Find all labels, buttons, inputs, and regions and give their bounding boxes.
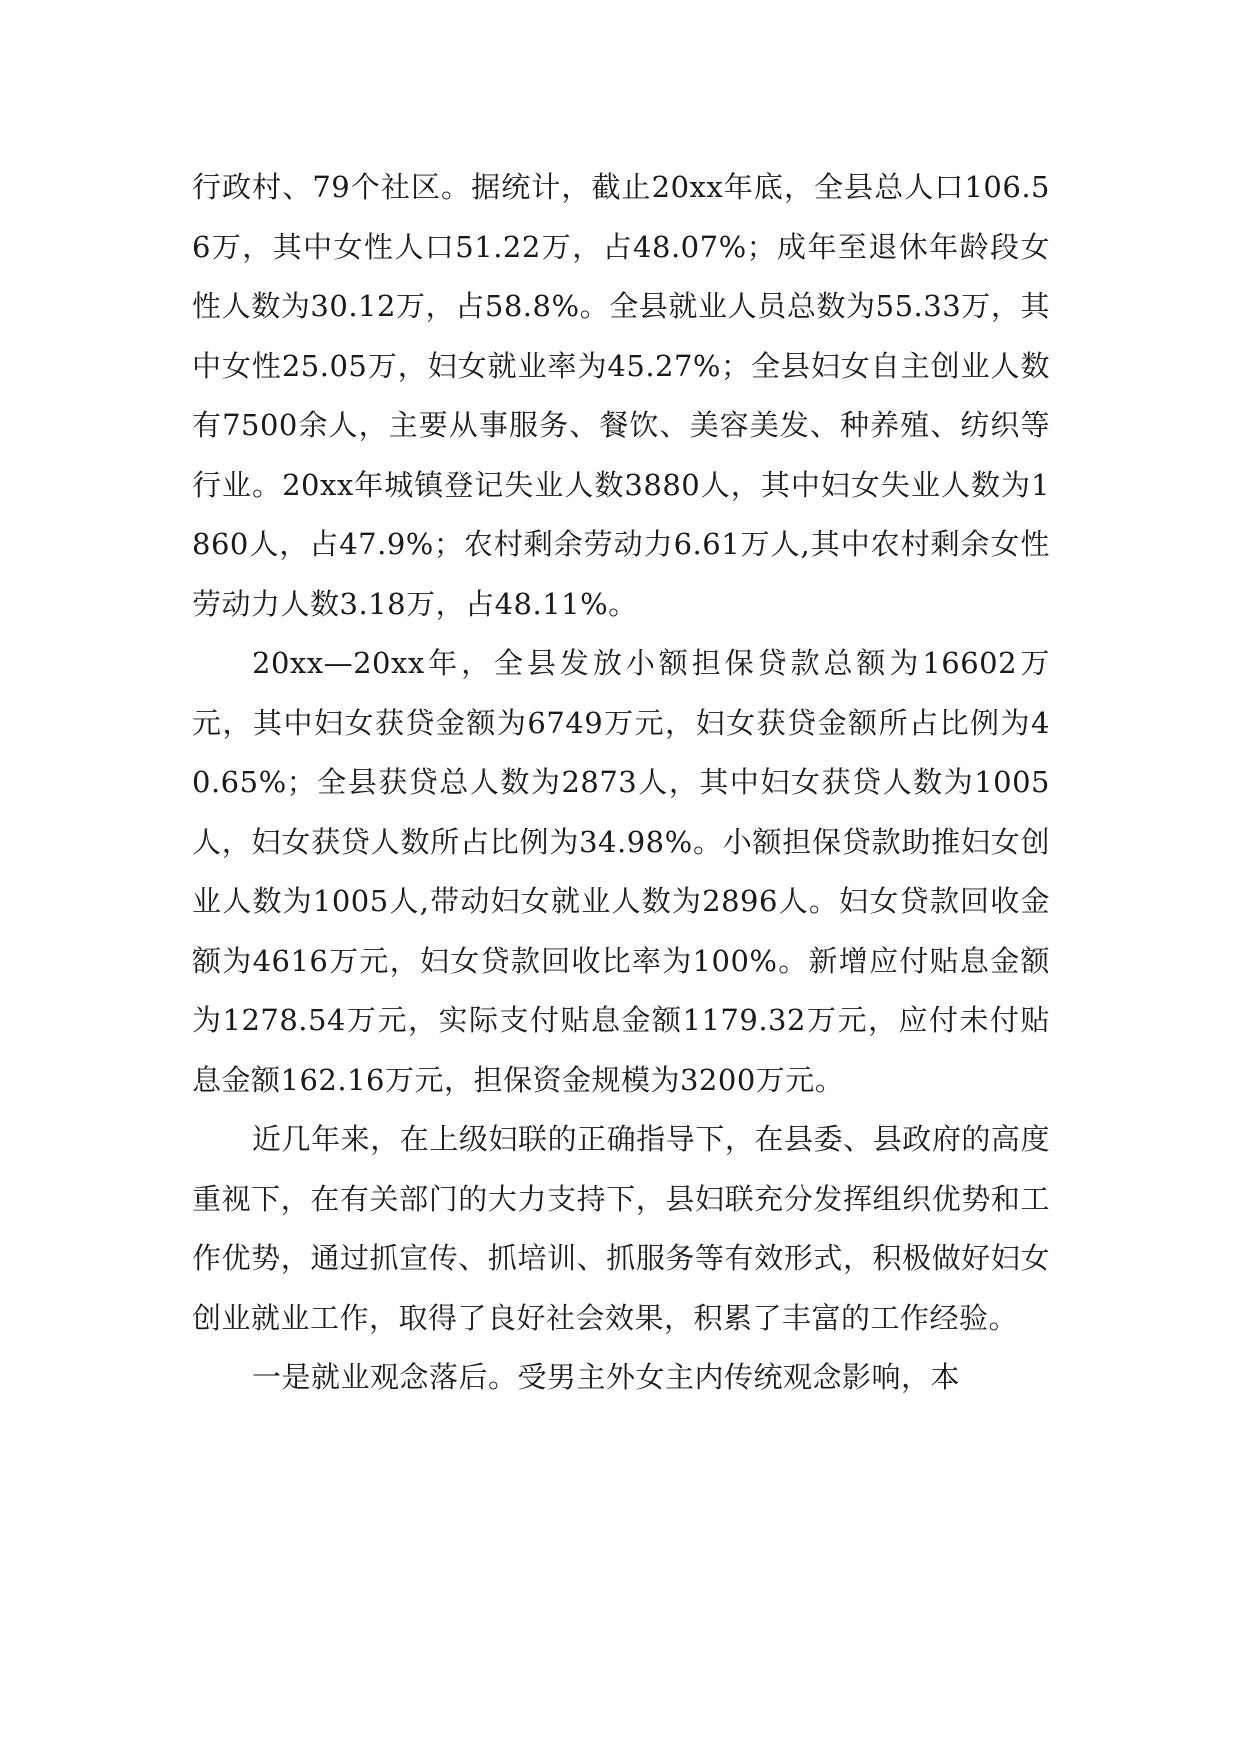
paragraph-work-achievements: 近几年来，在上级妇联的正确指导下，在县委、县政府的高度重视下，在有关部门的大力支持下，县妇联充分发挥组织优势和工作优势，通过抓宣传、抓培训、抓服务等有效形式，积极做好妇女创业就业工作，取得了良好社会效果，积累了丰富的工作经验。 — [192, 1122, 1050, 1335]
paragraph-guaranteed-loans: 20xx—20xx年，全县发放小额担保贷款总额为16602万元，其中妇女获贷金额为6749万元，妇女获贷金额所占比例为40.65%；全县获贷总人数为2873人，其中妇女获贷人数为1005人，妇女获贷人数所占比例为34.98%。小额担保贷款助推妇女创业人数为1005人,带动妇女就业人数为2896人。妇女贷款回收金额为4616万元，妇女贷款回收比率为100%。新增应付贴息金额为1278.54万元，实际支付贴息金额1179.32万元，应付未付贴息金额162.16万元，担保资金规模为3200万元。 — [192, 646, 1050, 1097]
paragraph-problem-one: 一是就业观念落后。受男主外女主内传统观念影响，本 — [252, 1360, 961, 1394]
document-body — [192, 158, 1050, 1408]
paragraph-population-statistics: 行政村、79个社区。据统计，截止20xx年底，全县总人口106.56万，其中女性人口51.22万，占48.07%；成年至退休年龄段女性人数为30.12万，占58.8%。全县就业人员总数为55.33万，其中女性25.05万，妇女就业率为45.27%；全县妇女自主创业人数有7500余人，主要从事服务、餐饮、美容美发、种养殖、纺织等行业。20xx年城镇登记失业人数3880人，其中妇女失业人数为1860人，占47.9%；农村剩余劳动力6.61万人,其中农村剩余女性劳动力人数3.18万，占48.11%。 — [192, 170, 1050, 621]
